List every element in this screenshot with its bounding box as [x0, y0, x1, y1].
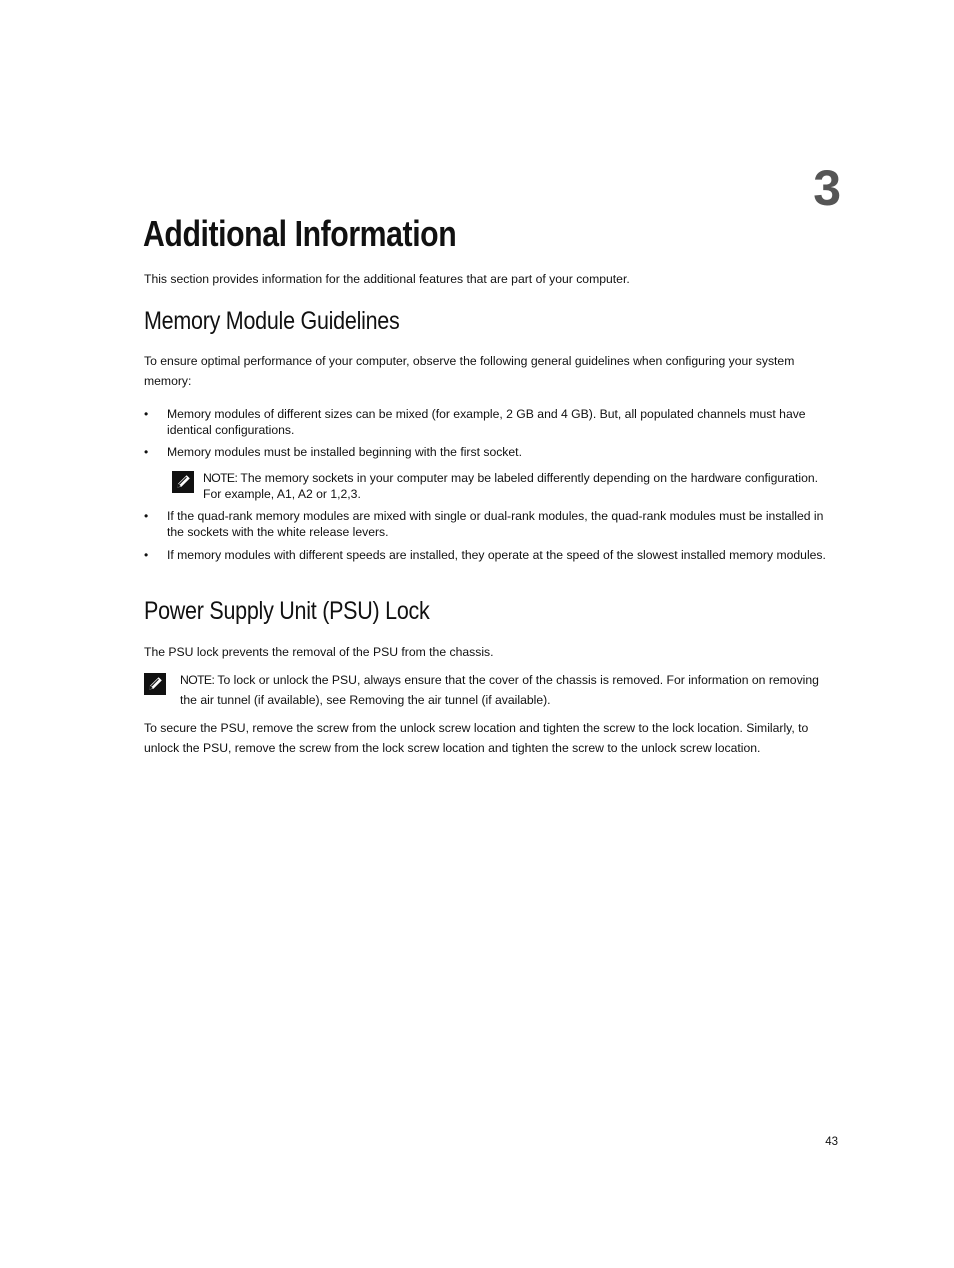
chapter-title: Additional Information [143, 213, 457, 254]
bullet-dot: • [144, 548, 149, 562]
note-text: The memory sockets in your computer may be labeled differently depending on the hardware configuration. For example, A1, A2 or 1,2,3. [203, 471, 819, 501]
list-item-text: Memory modules must be installed beginning with the first socket. [167, 445, 522, 459]
list-item-text: If the quad-rank memory modules are mixed with single or dual-rank modules, the quad-rank modules must be installed in the sockets with the white release levers. [167, 509, 824, 539]
note-text: To lock or unlock the PSU, always ensure that the cover of the chassis is removed. For information on removing the air tunnel (if available), see Removing the air tunnel (if available). [180, 673, 819, 707]
list-item-text: If memory modules with different speeds are installed, they operate at the speed of the slowest installed memory modules. [167, 548, 826, 562]
bullet-dot: • [144, 407, 149, 421]
chapter-intro: This section provides information for the additional features that are part of your computer. [144, 272, 630, 286]
memory-intro: To ensure optimal performance of your computer, observe the following general guidelines when configuring your system memory: [144, 354, 795, 388]
note-pencil-icon [172, 471, 194, 493]
psu-note [180, 671, 820, 710]
bullet-dot: • [144, 445, 149, 459]
page-number: 43 [825, 1136, 838, 1148]
chapter-number: 3 [813, 160, 840, 216]
psu-intro: The PSU lock prevents the removal of the PSU from the chassis. [144, 645, 494, 659]
note-label: NOTE: [180, 673, 215, 687]
note-pencil-icon [144, 673, 166, 695]
memory-note [203, 470, 823, 502]
psu-instructions: To secure the PSU, remove the screw from the unlock screw location and tighten the screw to the lock location. Similarly, to unlock the PSU, remove the screw from the lock screw location and tighten the screw to the unlock screw location. [144, 721, 809, 755]
note-label: NOTE: [203, 471, 238, 485]
memory-section-title: Memory Module Guidelines [144, 307, 400, 335]
psu-section-title: Power Supply Unit (PSU) Lock [144, 597, 430, 625]
list-item-text: Memory modules of different sizes can be mixed (for example, 2 GB and 4 GB). But, all populated channels must have identical configurations. [167, 407, 806, 437]
bullet-dot: • [144, 509, 149, 523]
